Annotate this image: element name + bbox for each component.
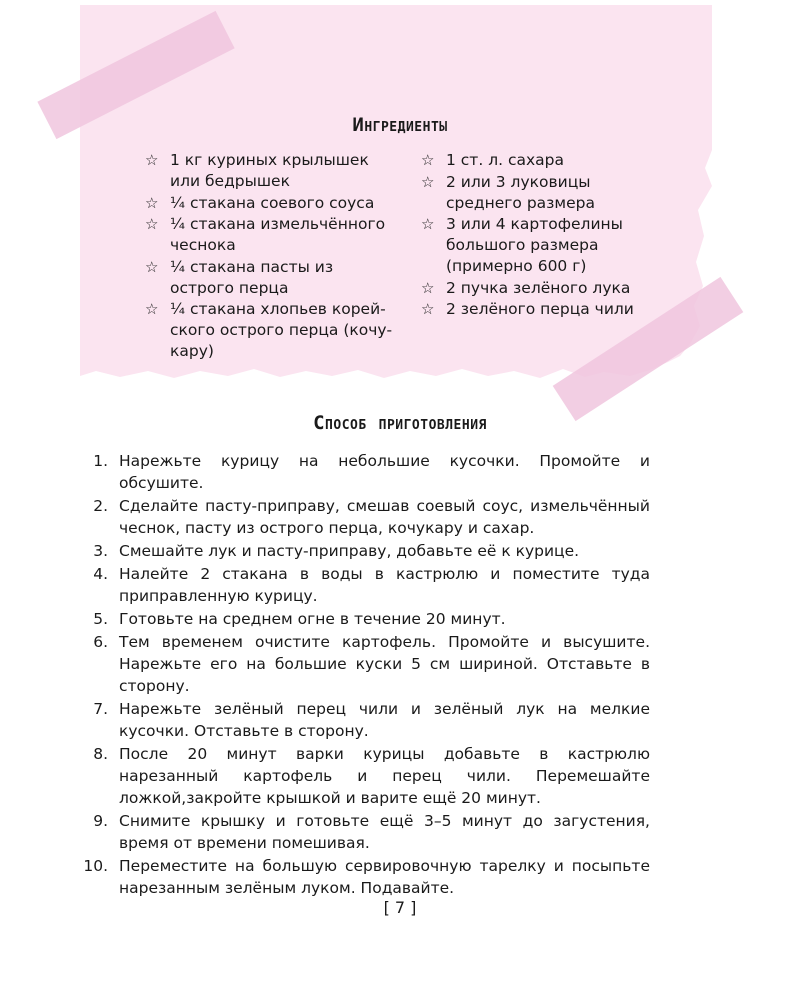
ring-hole [54, 270, 78, 294]
ring-hole [54, 30, 78, 54]
ingredients-column-2 [421, 150, 666, 321]
method-step [80, 743, 650, 809]
ring-hole [54, 210, 78, 234]
ingredient-item [421, 172, 666, 214]
method-step [80, 450, 650, 494]
ingredient-text: 1 ст. л. сахара [446, 151, 564, 169]
ingredients-heading: Ингредиенты [352, 114, 448, 136]
ingredient-text: 1 кг куриных крылышек или бедрышек [170, 151, 369, 190]
ingredient-item [421, 214, 666, 277]
star-outline-icon: ☆ [145, 151, 159, 169]
step-number: 6. [93, 633, 108, 651]
step-text: Готовьте на среднем огне в течение 20 минут. [119, 610, 506, 628]
method-heading: Способ приготовления [313, 412, 487, 434]
step-text: Смешайте лук и пасту-приправу, добавьте её к курице. [119, 542, 580, 560]
star-outline-icon: ☆ [145, 257, 159, 276]
step-text: Сделайте пасту-приправу, смешав соевый соус, измельчённый чеснок, пасту из острого перца, кочукару и сахар. [119, 497, 650, 537]
page-number: [ 7 ] [383, 898, 417, 917]
step-text: Налейте 2 стакана в воды в кастрюлю и поместите туда приправленную курицу. [119, 565, 650, 605]
ingredient-item [145, 299, 395, 362]
star-outline-icon: ☆ [421, 215, 435, 233]
step-number: 2. [93, 497, 108, 515]
step-number: 7. [93, 700, 108, 718]
step-text: Тем временем очистите картофель. Промойте и высушите. Нарежьте его на большие куски 5 см шириной. Отставьте в сторону. [119, 633, 650, 695]
star-outline-icon: ☆ [421, 300, 435, 318]
method-step [80, 563, 650, 607]
ingredient-item [145, 193, 395, 214]
step-number: 10. [83, 857, 108, 875]
ingredient-text: ¼ стакана измельчённого чеснока [170, 215, 386, 254]
ingredient-item [421, 278, 666, 299]
step-number: 9. [93, 812, 108, 830]
ingredient-text: 3 или 4 картофелины большого размера (примерно 600 г) [446, 215, 623, 275]
step-text: Нарежьте курицу на небольшие кусочки. Промойте и обсушите. [119, 452, 650, 492]
ingredients-column-1 [145, 150, 395, 363]
star-outline-icon: ☆ [421, 278, 435, 297]
binder-ring-holes [54, 30, 78, 354]
step-number: 5. [93, 610, 108, 628]
ingredient-item [145, 257, 395, 299]
step-text: Снимите крышку и готовьте ещё 3–5 минут до загустения, время от времени помешивая. [119, 812, 650, 852]
ingredient-text: ¼ стакана пасты из острого перца [170, 257, 334, 297]
ingredient-text: 2 пучка зелёного лука [446, 278, 631, 297]
method-step [80, 698, 650, 742]
step-number: 8. [93, 745, 108, 763]
star-outline-icon: ☆ [421, 151, 435, 169]
step-number: 3. [93, 542, 108, 560]
step-text: После 20 минут варки курицы добавьте в кастрюлю нарезанный картофель и перец чили. Перемешайте ложкой,закройте крышкой и варите ещё 20 минут. [119, 745, 650, 807]
ingredient-item [421, 150, 666, 171]
star-outline-icon: ☆ [145, 193, 159, 212]
star-outline-icon: ☆ [421, 172, 435, 191]
method-step [80, 608, 650, 630]
ingredient-text: ¼ стакана соевого соуса [170, 193, 375, 212]
method-step [80, 631, 650, 697]
ingredient-item [145, 150, 395, 192]
step-text: Нарежьте зелёный перец чили и зелёный лук на мелкие кусочки. Отставьте в сторону. [119, 700, 650, 740]
method-step [80, 855, 650, 899]
method-step [80, 810, 650, 854]
ingredient-text: 2 зелёного перца чили [446, 300, 634, 318]
step-number: 4. [93, 565, 108, 583]
method-step [80, 540, 650, 562]
ingredient-item [145, 214, 395, 256]
method-step [80, 495, 650, 539]
method-steps-list [80, 450, 650, 900]
step-text: Переместите на большую сервировочную тарелку и посыпьте нарезанным зелёным луком. Подавайте. [119, 857, 650, 897]
ingredient-text: ¼ стакана хлопьев корейского острого перца (кочукару) [170, 300, 393, 360]
ingredient-text: 2 или 3 луковицы среднего размера [446, 172, 595, 212]
ring-hole [54, 150, 78, 174]
ingredient-item [421, 299, 666, 320]
step-number: 1. [93, 452, 108, 470]
ring-hole [54, 330, 78, 354]
star-outline-icon: ☆ [145, 300, 159, 318]
star-outline-icon: ☆ [145, 215, 159, 233]
